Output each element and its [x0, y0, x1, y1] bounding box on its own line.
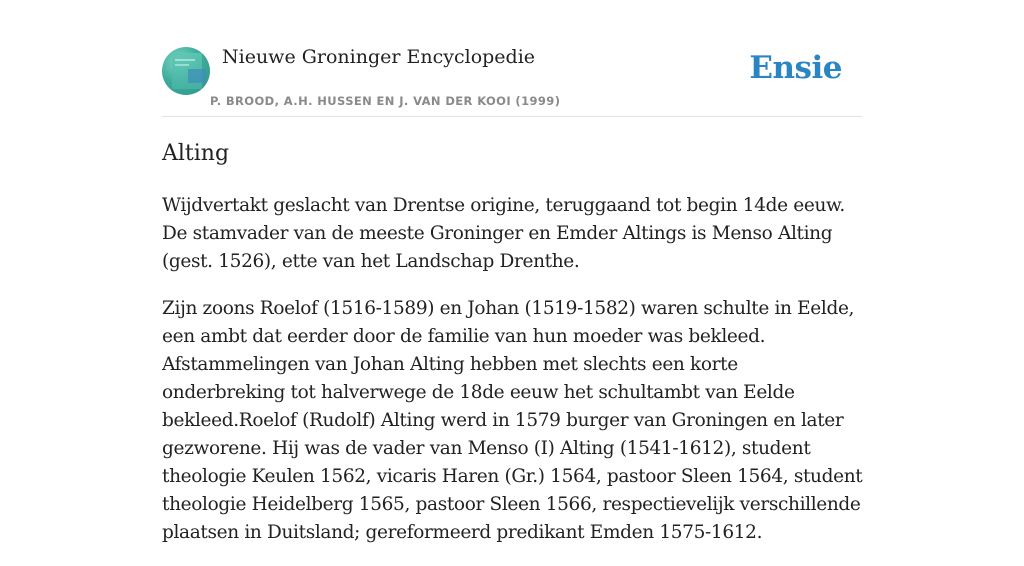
book-cover-image[interactable] [162, 47, 210, 95]
article-title: Alting [162, 141, 230, 166]
article [162, 136, 864, 566]
cover-block [188, 69, 206, 83]
book-title-link[interactable]: Nieuwe Groninger Encyclopedie [222, 46, 536, 68]
cover-line [175, 64, 189, 66]
book-authors: P. BROOD, A.H. HUSSEN EN J. VAN DER KOOI (1999) [210, 94, 561, 108]
article-body [162, 192, 864, 547]
article-paragraph: Zijn zoons Roelof (1516-1589) en Johan (1519-1582) waren schulte in Eelde, een ambt dat eerder door de familie van hun moeder was bekleed. Afstammelingen van Johan Alting hebben met slechts een korte onderbreking tot halverwege de 18de eeuw het schultambt van Eelde bekleed.Roelof (Rudolf) Alting werd in 1579 burger van Groningen en later gezworene. Hij was de vader van Menso (I) Alting (1541-1612), student theologie Keulen 1562, vicaris Haren (Gr.) 1564, pastoor Sleen 1564, student theologie Heidelberg 1565, pastoor Sleen 1566, respectievelijk verschillende plaatsen in Duitsland; gereformeerd predikant Emden 1575-1612. [162, 298, 863, 543]
cover-line [175, 59, 195, 61]
article-paragraph: Wijdvertakt geslacht van Drentse origine, teruggaand tot begin 14de eeuw. De stamvader van de meeste Groninger en Emder Altings is Menso Alting (gest. 1526), ette van het Landschap Drenthe. [162, 195, 845, 272]
book-header [162, 46, 862, 117]
ensie-logo-link[interactable]: Ensie [749, 50, 842, 86]
